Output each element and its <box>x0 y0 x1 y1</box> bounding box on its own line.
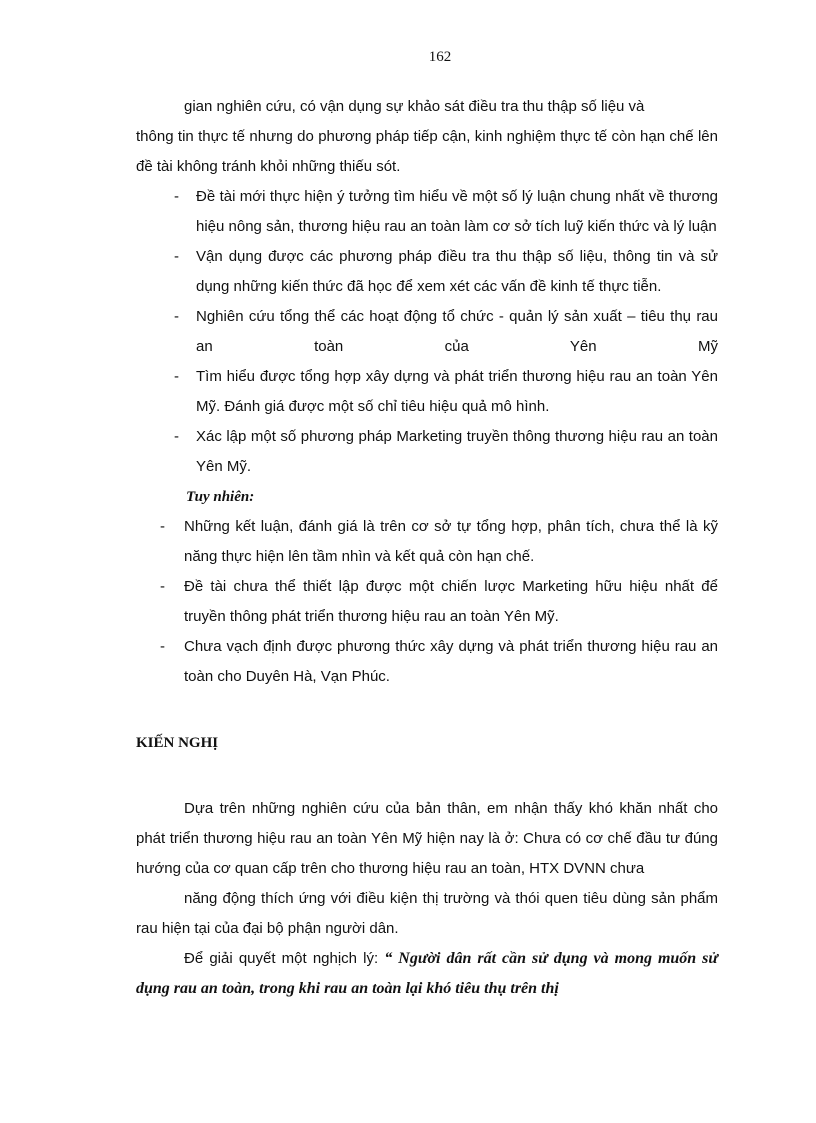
list-item: - Vận dụng được các phương pháp điều tra thu thập số liệu, thông tin và sử dụng những kiến thức đã học để xem xét các vấn đề kinh tế thực tiễn. <box>174 248 718 295</box>
intro-line-2: thông tin thực tế nhưng do phương pháp tiếp cận, kinh nghiệm thực tế còn hạn chế lên đề tài không tránh khỏi những thiếu sót. <box>136 128 718 175</box>
page-body <box>136 92 718 1004</box>
recommendation-paragraph-3: Để giải quyết một nghịch lý: “ Người dân rất cần sử dụng và mong muốn sử dụng rau an toàn, trong khi rau an toàn lại khó tiêu thụ trên thị <box>136 950 718 997</box>
list-item: - Chưa vạch định được phương thức xây dựng và phát triển thương hiệu rau an toàn cho Duyên Hà, Vạn Phúc. <box>160 638 718 685</box>
intro-line-1: gian nghiên cứu, có vận dụng sự khảo sát điều tra thu thập số liệu và <box>184 98 645 115</box>
list-item: - Đề tài chưa thể thiết lập được một chiến lược Marketing hữu hiệu nhất để truyền thông phát triển thương hiệu rau an toàn Yên Mỹ. <box>160 578 718 625</box>
limitations-list <box>136 512 718 692</box>
recommendation-quote: “ Người dân rất cần sử dụng và mong muốn sử dụng rau an toàn, trong khi rau an toàn lại khó tiêu thụ trên thị <box>136 950 718 997</box>
recommendation-paragraph-1: Dựa trên những nghiên cứu của bản thân, em nhận thấy khó khăn nhất cho phát triển thương hiệu rau an toàn Yên Mỹ hiện nay là ở: Chưa có cơ chế đầu tư đúng hướng của cơ quan cấp trên cho thương hiệu rau an toàn, HTX DVNN chưa <box>136 800 718 877</box>
list-item: - Xác lập một số phương pháp Marketing truyền thông thương hiệu rau an toàn Yên Mỹ. <box>174 428 718 475</box>
recommendation-paragraph-2: năng động thích ứng với điều kiện thị trường và thói quen tiêu dùng sản phẩm rau hiện tại của đại bộ phận người dân. <box>136 890 718 937</box>
however-label: Tuy nhiên: <box>186 489 255 505</box>
page-number: 162 <box>428 49 452 65</box>
achievements-list <box>136 182 718 482</box>
list-item: - Nghiên cứu tổng thể các hoạt động tổ chức - quản lý sản xuất – tiêu thụ rau an toàn của Yên Mỹ <box>174 308 718 355</box>
list-item: - Những kết luận, đánh giá là trên cơ sở tự tổng hợp, phân tích, chưa thể là kỹ năng thực hiện lên tầm nhìn và kết quả còn hạn chế. <box>160 518 718 565</box>
list-item: - Đề tài mới thực hiện ý tưởng tìm hiểu về một số lý luận chung nhất về thương hiệu nông sản, thương hiệu rau an toàn làm cơ sở tích luỹ kiến thức và lý luận <box>174 188 718 235</box>
recommendation-heading: KIẾN NGHỊ <box>136 735 219 751</box>
list-item: - Tìm hiểu được tổng hợp xây dựng và phát triển thương hiệu rau an toàn Yên Mỹ. Đánh giá được một số chỉ tiêu hiệu quả mô hình. <box>174 368 718 415</box>
